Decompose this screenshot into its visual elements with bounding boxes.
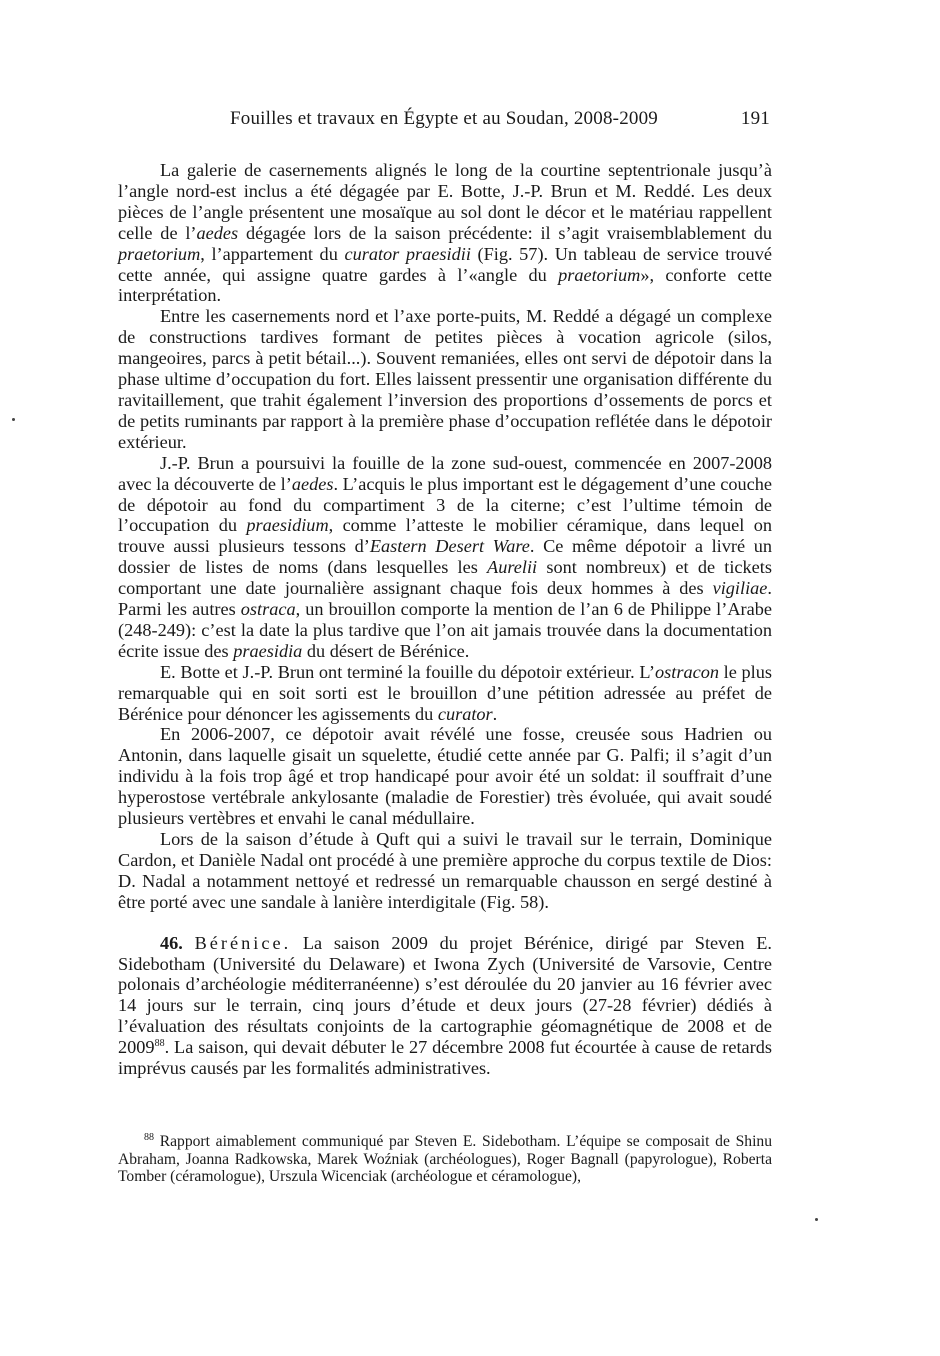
scan-speck [12,418,15,421]
text-run: (Fig. 57). Un tableau de service trouvé cette année, qui assigne quatre gardes à l’«angle du [118,243,772,285]
section-place: Bérénice. [194,932,292,953]
body-paragraph [118,662,772,725]
text-run: Entre les casernements nord et l’axe porte-puits, M. Reddé a dégagé un complexe de constructions tardives formant de petites pièces à vocation agricole (silos, mangeoires, parcs à petit bétail...). Souvent remaniées, elles ont servi de dépotoir dans la phase ultime d’occupation du fort. Elles laissent pressentir une organisation différente du ravitaillement, que trahit également l’inversion des proportions d’ossements de porcs et de petits ruminants par rapport à la première phase d’occupation reflétée dans le dépotoir extérieur. [118,306,772,452]
text-run: dégagée lors de la saison précédente: il s’agit vraisemblablement du [238,222,772,243]
italic-term: aedes [291,473,334,494]
running-title: Fouilles et travaux en Égypte et au Soudan, 2008-2009 [230,108,658,129]
footnote-reference[interactable]: 88 [154,1038,165,1050]
footnote-text: Rapport aimablement communiqué par Steven E. Sidebotham. L’équipe se composait de Shinu Abraham, Joanna Radkowska, Marek Woźniak (archéologues), Roger Bagnall (papyrologue), Roberta Tomber (céramologue), Urszula Wicenciak (archéologue et céramologue), [118,1133,772,1185]
footnote-88 [118,1133,772,1186]
text-run: E. Botte et J.-P. Brun ont terminé la fouille du dépotoir extérieur. L’ [160,661,655,682]
italic-term: praetorium [558,264,641,285]
italic-term: curator [437,703,493,724]
italic-term: Eastern Desert Ware [369,536,530,557]
section-46 [118,933,772,1079]
body-paragraph [118,724,772,829]
text-run: J.-P. Brun a poursuivi la fouille de la zone sud-ouest, commencée en 2007-2008 avec la découverte de l’ [118,452,772,494]
scan-speck [815,1218,818,1221]
text-run: En 2006-2007, ce dépotoir avait révélé une fosse, creusée sous Hadrien ou Antonin, dans laquelle gisait un squelette, étudié cette année par G. Palfi; il s’agit d’un individu à la fois trop âgé et trop handicapé pour avoir été un soldat: il souffrait d’une hyperostose vertébrale ankylosante (maladie de Forestier) très évoluée, qui avait soudé plusieurs vertèbres et envahi le canal médullaire. [118,724,772,829]
text-run: le plus remarquable qui en soit sorti est le brouillon d’une pétition adressée au préfet de Bérénice pour dénoncer les agissements du [118,661,772,724]
body-paragraph [118,829,772,913]
body-paragraph [118,306,772,452]
section-text-1: La saison 2009 du projet Bérénice, dirigé par Steven E. Sidebotham (Université du Delaware) et Iwona Zych (Université de Varsovie, Centre polonais d’archéologie méditerranéenne) s’est déroulée du 20 janvier au 16 février avec 14 jours sur le terrain, cinq jours d’étude et deux jours (27-28 février) dédiés à l’évaluation des résultats conjoints de la cartographie géomagnétique de 2008 et de 2009 [118,932,773,1058]
text-run: . L’acquis le plus important est le dégagement d’une couche de dépotoir au fond du compartiment 3 de la citerne; c’est l’ultime témoin de l’occupation du [118,473,773,536]
main-text [118,160,772,1079]
text-run: , l’appartement du [200,243,345,264]
italic-term: vigiliae [712,578,768,599]
section-number: 46. [160,932,183,953]
running-header [118,108,770,134]
text-run: sont nombreux) et de tickets comportant une date journalière assignant chaque fois deux hommes à des [118,557,772,599]
body-paragraph [118,453,772,662]
body-paragraph [118,160,772,306]
italic-term: ostraca [240,599,296,620]
paragraph-list [118,160,772,913]
text-run: , un brouillon comporte la mention de l’an 6 de Philippe l’Arabe (248-249): c’est la date la plus tardive que l’on ait jamais trouvée dans la documentation écrite issue des [118,599,773,661]
text-run: . Parmi les autres [118,578,772,620]
section-text-2: . La saison, qui devait débuter le 27 décembre 2008 fut écourtée à cause de retards imprévus causés par les formalités administratives. [118,1037,772,1079]
footnote-mark: 88 [144,1131,154,1143]
page-number: 191 [740,108,770,129]
footnote [118,1133,772,1186]
text-run: . [492,703,498,724]
text-run: », conforte cette interprétation. [118,264,772,306]
text-run: du désert de Bérénice. [302,640,470,661]
italic-term: praesidium [246,515,329,536]
italic-term: Aurelii [487,557,538,578]
italic-term: praetorium [118,243,201,264]
italic-term: ostracon [655,661,719,682]
text-run: . Ce même dépotoir a livré un dossier de listes de noms (dans lesquelles les [118,536,772,578]
italic-term: curator praesidii [344,243,471,264]
text-run: Lors de la saison d’étude à Quft qui a suivi le travail sur le terrain, Dominique Cardon, et Danièle Nadal ont procédé à une première approche du corpus textile de Dios: D. Nadal a notamment nettoyé et redressé un remarquable chausson en sergé destiné à être porté avec une sandale à lanière interdigitale (Fig. 58). [118,829,772,912]
text-run: La galerie de casernements alignés le long de la courtine septentrionale jusqu’à l’angle nord-est inclus a été dégagée par E. Botte, J.-P. Brun et M. Reddé. Les deux pièces de l’angle présentent une mosaïque au sol dont le décor et le matériau rappellent celle de l’ [118,160,772,243]
italic-term: praesidia [233,640,303,661]
text-run: , comme l’atteste le mobilier céramique, dans lequel on trouve aussi plusieurs tessons d’ [118,515,773,557]
italic-term: aedes [196,222,239,243]
